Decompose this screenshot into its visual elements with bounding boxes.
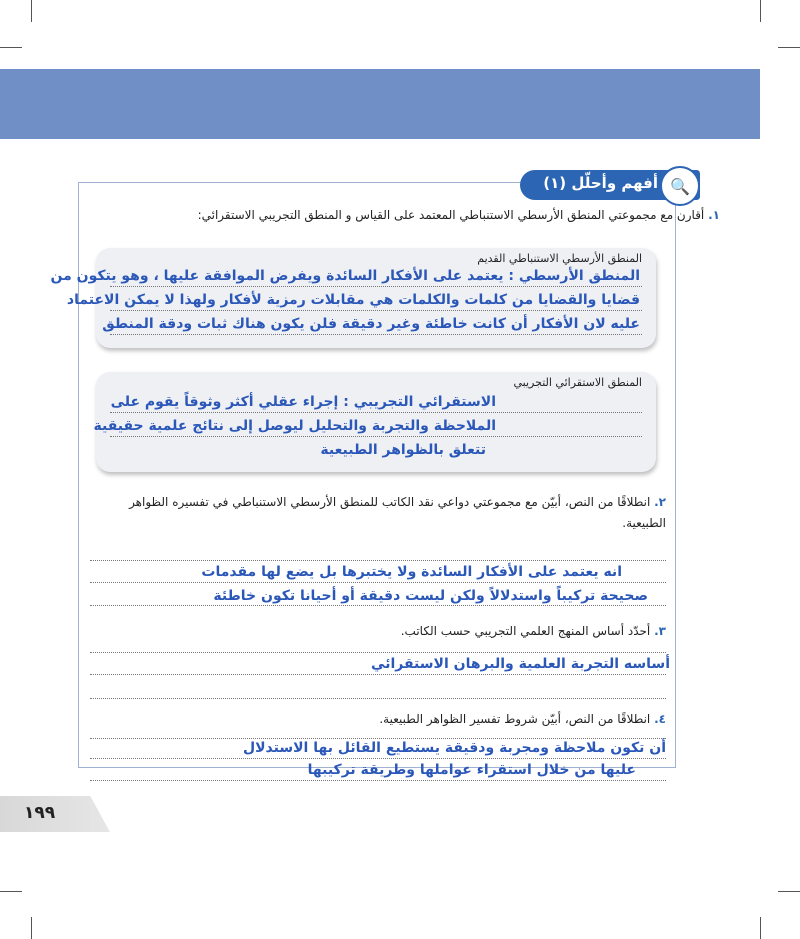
question-1 bbox=[198, 208, 720, 222]
question-number: ٢. bbox=[654, 495, 666, 509]
question-text: أقارن مع مجموعتي المنطق الأرسطي الاستنباطي المعتمد على القياس و المنطق التجريبي الاستقرائي: bbox=[197, 208, 705, 222]
answer-line: المنطق الأرسطي : يعتمد على الأفكار السائدة ويفرض الموافقة عليها ، وهو يتكون من bbox=[50, 268, 640, 284]
answer-line: قضايا والقضايا من كلمات والكلمات هي مقابلات رمزية لأفكار ولهذا لا يمكن الاعتماد bbox=[66, 292, 640, 308]
question-number: ٤. bbox=[654, 712, 666, 726]
box-label: المنطق الاستقرائي التجريبي bbox=[513, 376, 642, 389]
crop-mark bbox=[0, 47, 22, 48]
dotted-line bbox=[110, 334, 642, 335]
answer-line: عليه لان الأفكار أن كانت خاطئة وغير دقيقة فلن يكون هناك ثبات ودقة المنطق bbox=[102, 316, 640, 332]
dotted-line bbox=[90, 582, 666, 583]
answer-line: انه يعتمد على الأفكار السائدة ولا يختبرها بل يضع لها مقدمات bbox=[201, 564, 622, 580]
dotted-line bbox=[90, 758, 666, 759]
dotted-line bbox=[110, 412, 642, 413]
dotted-line bbox=[110, 286, 642, 287]
answer-box-inductive bbox=[93, 372, 656, 472]
dotted-line bbox=[90, 605, 666, 606]
dotted-line bbox=[90, 652, 666, 653]
crop-mark bbox=[760, 917, 761, 939]
crop-mark bbox=[0, 891, 22, 892]
question-4 bbox=[379, 712, 666, 726]
answer-line: تتعلق بالظواهر الطبيعية bbox=[320, 442, 486, 458]
answer-line: أن تكون ملاحظة ومجربة ودقيقة يستطيع القائل بها الاستدلال bbox=[242, 740, 666, 756]
answer-line: الملاحظة والتجربة والتحليل ليوصل إلى نتائج علمية حقيقية bbox=[93, 418, 496, 434]
crop-mark bbox=[31, 917, 32, 939]
top-banner bbox=[0, 69, 760, 139]
question-2 bbox=[129, 495, 666, 509]
dotted-line bbox=[90, 698, 666, 699]
answer-line: صحيحة تركيباً واستدلالاً ولكن ليست دقيقة أو أحيانا تكون خاطئة bbox=[213, 588, 648, 604]
question-number: ١. bbox=[708, 208, 720, 222]
box-label: المنطق الأرسطي الاستنباطي القديم bbox=[477, 252, 642, 265]
dotted-line bbox=[90, 674, 666, 675]
question-text: أحدّد أساس المنهج العلمي التجريبي حسب الكاتب. bbox=[400, 624, 651, 638]
answer-line: عليها من خلال استقراء عواملها وطريقة تركيبها bbox=[307, 762, 636, 778]
section-title: أفهم وأحلّل (١) bbox=[543, 174, 658, 192]
dotted-line bbox=[110, 310, 642, 311]
page-number: ١٩٩ bbox=[24, 803, 56, 823]
crop-mark bbox=[31, 0, 32, 22]
question-number: ٣. bbox=[654, 624, 666, 638]
crop-mark bbox=[778, 47, 800, 48]
dotted-line bbox=[90, 780, 666, 781]
answer-box-aristotelian bbox=[50, 248, 656, 348]
question-text: انطلاقًا من النص، أبيّن شروط تفسير الظواهر الطبيعية. bbox=[379, 712, 651, 726]
crop-mark bbox=[760, 0, 761, 22]
question-3 bbox=[401, 624, 666, 638]
dotted-line bbox=[90, 738, 666, 739]
dotted-line bbox=[90, 560, 666, 561]
question-text: انطلاقًا من النص، أبيّن مع مجموعتي دواعي نقد الكاتب للمنطق الأرسطي الاستنباطي في تفسيره الظواهر bbox=[129, 495, 651, 509]
answer-line: أساسه التجربة العلمية والبرهان الاستقرائي bbox=[371, 656, 670, 672]
dotted-line bbox=[110, 436, 642, 437]
magnifier-chart-icon: 🔍 bbox=[660, 166, 700, 206]
answer-line: الاستقرائي التجريبي : إجراء عقلي أكثر وثوقاً يقوم على bbox=[110, 394, 496, 410]
section-header bbox=[510, 170, 700, 204]
crop-mark bbox=[778, 891, 800, 892]
question-2-continued: الطبيعية. bbox=[622, 516, 666, 530]
